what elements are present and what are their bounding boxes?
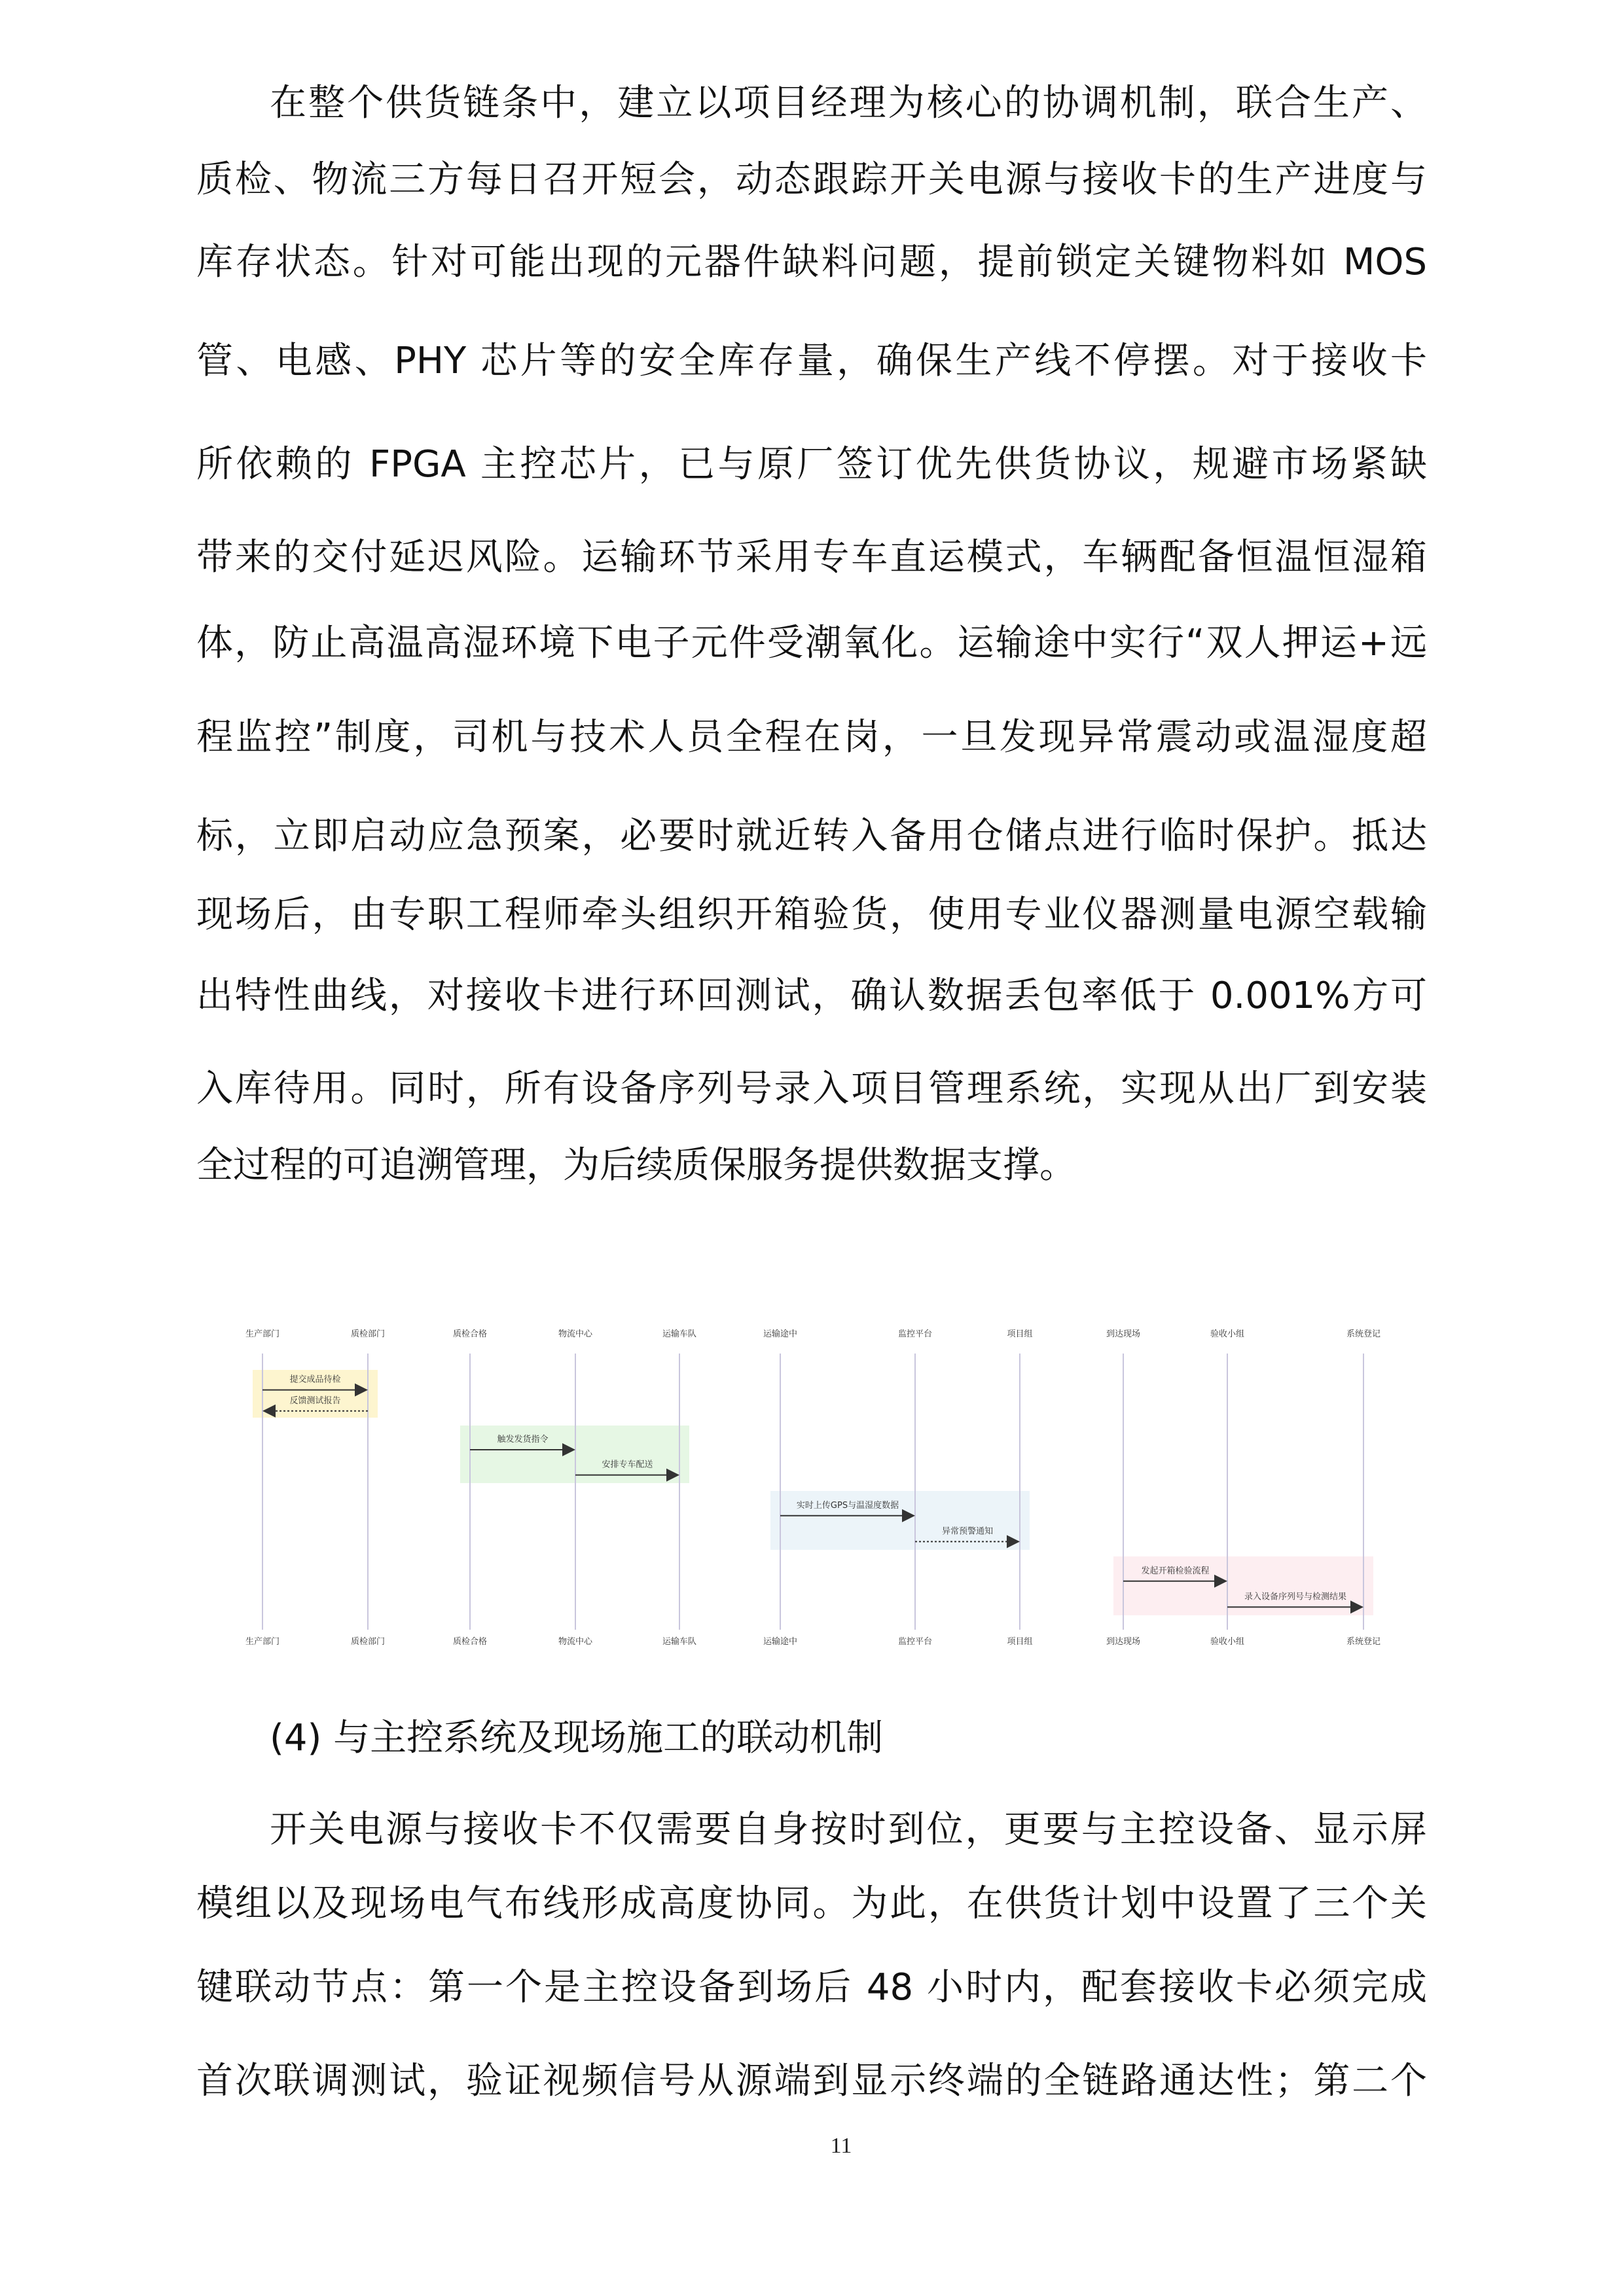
participant-label-top: 监控平台 bbox=[897, 1329, 933, 1339]
text-line: 首次联调测试，验证视频信号从源端到显示终端的全链路通达性；第二个 bbox=[196, 2060, 1427, 2102]
participant-label-bottom: 质检部门 bbox=[350, 1637, 386, 1647]
participant-label-bottom: 物流中心 bbox=[558, 1637, 593, 1647]
text-line: 出特性曲线，对接收卡进行环回测试，确认数据丢包率低于 0.001%方可 bbox=[196, 975, 1427, 1017]
text-line: 现场后，由专职工程师牵头组织开箱验货，使用专业仪器测量电源空载输 bbox=[196, 893, 1427, 936]
participant-label-bottom: 系统登记 bbox=[1346, 1637, 1381, 1647]
text-line: 管、电感、PHY 芯片等的安全库存量，确保生产线不停摆。对于接收卡 bbox=[196, 340, 1427, 382]
participant-label-top: 质检合格 bbox=[452, 1329, 488, 1339]
text-line: 标，立即启动应急预案，必要时就近转入备用仓储点进行临时保护。抵达 bbox=[196, 815, 1427, 857]
participant-label-top: 运输车队 bbox=[662, 1329, 697, 1339]
text-line: 开关电源与接收卡不仅需要自身按时到位，更要与主控设备、显示屏 bbox=[270, 1808, 1427, 1851]
participant-label-bottom: 生产部门 bbox=[245, 1637, 280, 1647]
text-line: 体，防止高温高湿环境下电子元件受潮氧化。运输途中实行“双人押运+远 bbox=[196, 622, 1427, 664]
participant-label-bottom: 运输途中 bbox=[763, 1637, 798, 1647]
message-label: 实时上传GPS与温湿度数据 bbox=[796, 1500, 899, 1511]
text-line: 在整个供货链条中，建立以项目经理为核心的协调机制，联合生产、 bbox=[270, 82, 1427, 124]
message-label: 安排专车配送 bbox=[602, 1460, 653, 1470]
text-line: 全过程的可追溯管理，为后续质保服务提供数据支撑。 bbox=[196, 1144, 1076, 1187]
message-label: 提交成品待检 bbox=[289, 1374, 341, 1385]
participant-label-top: 系统登记 bbox=[1346, 1329, 1381, 1339]
participant-label-top: 物流中心 bbox=[558, 1329, 593, 1339]
text-line: 质检、物流三方每日召开短会，动态跟踪开关电源与接收卡的生产进度与 bbox=[196, 158, 1427, 201]
participant-label-bottom: 验收小组 bbox=[1210, 1637, 1245, 1647]
participant-label-bottom: 到达现场 bbox=[1106, 1637, 1141, 1647]
message-label: 发起开箱检验流程 bbox=[1141, 1566, 1210, 1576]
page-number: 11 bbox=[830, 2134, 852, 2158]
text-line: 入库待用。同时，所有设备序列号录入项目管理系统，实现从出厂到安装 bbox=[196, 1067, 1427, 1110]
participant-label-top: 项目组 bbox=[1007, 1329, 1033, 1339]
message-label: 异常预警通知 bbox=[941, 1526, 994, 1537]
text-line: 键联动节点：第一个是主控设备到场后 48 小时内，配套接收卡必须完成 bbox=[196, 1966, 1427, 2009]
text-line: 带来的交付延迟风险。运输环节采用专车直运模式，车辆配备恒温恒湿箱 bbox=[196, 536, 1427, 579]
participant-label-bottom: 监控平台 bbox=[897, 1637, 933, 1647]
text-line: 模组以及现场电气布线形成高度协同。为此，在供货计划中设置了三个关 bbox=[196, 1882, 1427, 1925]
text-line: 所依赖的 FPGA 主控芯片，已与原厂签订优先供货协议，规避市场紧缺 bbox=[196, 443, 1427, 486]
message-label: 反馈测试报告 bbox=[289, 1395, 341, 1406]
message-label: 触发发货指令 bbox=[497, 1434, 549, 1444]
participant-label-top: 验收小组 bbox=[1210, 1329, 1245, 1339]
section-heading: (4) 与主控系统及现场施工的联动机制 bbox=[270, 1717, 884, 1759]
message-label: 录入设备序列号与检测结果 bbox=[1244, 1592, 1347, 1602]
participant-label-top: 生产部门 bbox=[245, 1329, 280, 1339]
participant-label-top: 到达现场 bbox=[1106, 1329, 1141, 1339]
participant-label-top: 质检部门 bbox=[350, 1329, 386, 1339]
participant-label-bottom: 运输车队 bbox=[662, 1637, 697, 1647]
participant-label-bottom: 项目组 bbox=[1007, 1637, 1033, 1647]
text-line: 库存状态。针对可能出现的元器件缺料问题，提前锁定关键物料如 MOS bbox=[196, 241, 1427, 283]
text-line: 程监控”制度，司机与技术人员全程在岗，一旦发现异常震动或温湿度超 bbox=[196, 716, 1427, 759]
participant-label-top: 运输途中 bbox=[763, 1329, 798, 1339]
participant-label-bottom: 质检合格 bbox=[452, 1637, 488, 1647]
